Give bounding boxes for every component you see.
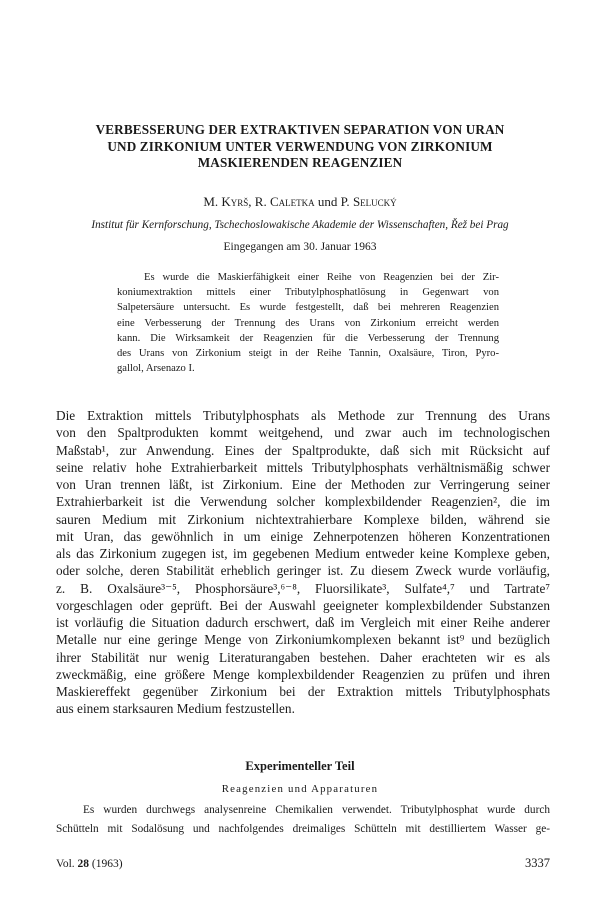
- body-line: Die Extraktion mittels Tributylphosphats als Methode zur Trennung des Urans: [56, 408, 550, 423]
- author-name: Selucký: [352, 194, 397, 209]
- body-line: Maßstab¹, zur Anwendung. Eines der Spaltprodukte, daß sich mit Rücksicht auf: [56, 442, 550, 458]
- body-line: zweckmäßig, eine größere Menge komplexbildender Reagenzien zu prüfen und ihren: [56, 666, 550, 682]
- volume-year: (1963): [89, 858, 123, 870]
- body-line: als das Zirkonium zugegen ist, im gegebenen Medium entweder keine Komplexe geben,: [56, 546, 550, 561]
- author-separator: , R.: [248, 194, 270, 209]
- body-line: seine relativ hohe Extrahierbarkeit mittels Tributylphosphats verhältnismäßig schwer: [56, 459, 550, 475]
- subsection-heading: Reagenzien und Apparaturen: [221, 783, 379, 795]
- body-line: Maskiereffekt gegenüber Zirkonium bei der Extraktion mittels Tributylphosphats: [56, 684, 550, 699]
- section-heading: Experimenteller Teil: [245, 759, 355, 773]
- body-line: aus einem starksauren Medium festzustellen.: [56, 701, 295, 717]
- abstract-line: koniumextraktion mittels einer Tributylphosphatlösung in Gegenwart von: [117, 287, 499, 299]
- body-line: vorgeschlagen oder geprüft. Bei der Auswahl geeigneter komplexbildender Substanzen: [56, 597, 550, 613]
- introduction-paragraph: [56, 407, 550, 718]
- author-separator: und P.: [314, 194, 353, 209]
- title-line: UND ZIRKONIUM UNTER VERWENDUNG VON ZIRKONIUM: [107, 138, 493, 154]
- body-line: z. B. Oxalsäure³⁻⁵, Phosphorsäure³,⁶⁻⁸, Fluorsilikate³, Sulfate⁴,⁷ und Tartrate⁷: [56, 580, 550, 596]
- journal-volume: [56, 857, 123, 871]
- page-number: 3337: [525, 856, 550, 870]
- body-line: sauren Medium mit Zirkonium nichtextrahierbare Komplexe bilden, während sie: [56, 511, 550, 527]
- title-line: VERBESSERUNG DER EXTRAKTIVEN SEPARATION VON URAN: [95, 122, 505, 137]
- body-line: von Uran trennen läßt, ist Zirkonium. Eine der Methoden zur Verringerung seiner: [56, 477, 550, 492]
- author-name: Caletka: [269, 194, 315, 209]
- received-date: Eingegangen am 30. Januar 1963: [223, 241, 377, 253]
- volume-number: 28: [77, 858, 90, 870]
- abstract-line: gallol, Arsenazo I.: [117, 363, 195, 375]
- title-line: MASKIERENDEN REAGENZIEN: [197, 155, 403, 170]
- author-name: Kyrš: [221, 194, 249, 209]
- body-line: ihrer Stabilität nur wenig Literaturangaben bestehen. Daher erachteten wir es als: [56, 649, 550, 665]
- author-list: [40, 194, 560, 210]
- abstract-line: eine Verbesserung der Trennung des Urans von Zirkonium erreicht werden: [117, 317, 499, 329]
- body-line: ist vorläufig die Situation dadurch erschwert, daß im Vergleich mit einer Reihe anderer: [56, 615, 550, 630]
- body-line: mit Uran, das gewöhnlich in um einige Zehnerpotenzen höheren Konzentrationen: [56, 528, 550, 544]
- paper-title: [40, 122, 560, 172]
- volume-label: Vol.: [56, 858, 78, 870]
- experimental-line: Es wurden durchwegs analysenreine Chemikalien verwendet. Tributylphosphat wurde durch: [83, 804, 550, 816]
- abstract: [117, 270, 499, 376]
- body-line: von den Spaltprodukten kommt weitgehend, und zwar auch im technologischen: [56, 425, 550, 441]
- body-line: Extrahierbarkeit ist die Verwendung solcher komplexbildender Reagenzien², die im: [56, 494, 550, 510]
- abstract-line: Es wurde die Maskierfähigkeit einer Reihe von Reagenzien bei der Zir-: [144, 272, 499, 283]
- experimental-paragraph: [56, 801, 550, 838]
- affiliation: Institut für Kernforschung, Tschechoslowakische Akademie der Wissenschaften, Řež bei Prag: [91, 219, 509, 231]
- experimental-line: Schütteln mit Sodalösung und nachfolgendes dreimaliges Schütteln mit destilliertem Wasser ge-: [56, 822, 550, 835]
- abstract-line: kann. Die Wirksamkeit der Reagenzien für die Verbesserung der Trennung: [117, 332, 499, 344]
- abstract-line: des Urans von Zirkonium steigt in der Reihe Tannin, Oxalsäure, Tiron, Pyro-: [117, 347, 499, 359]
- body-line: Metalle nur eine geringe Menge von Zirkoniumkomplexen bekannt ist⁹ und bezüglich: [56, 632, 550, 648]
- author-prefix: M.: [203, 194, 222, 209]
- abstract-line: Salpetersäure untersucht. Es wurde festgestellt, daß bei mehreren Reagenzien: [117, 302, 499, 314]
- body-line: oder solche, deren Stabilität erheblich geringer ist. Zu diesem Zweck wurde vorläufig,: [56, 563, 550, 579]
